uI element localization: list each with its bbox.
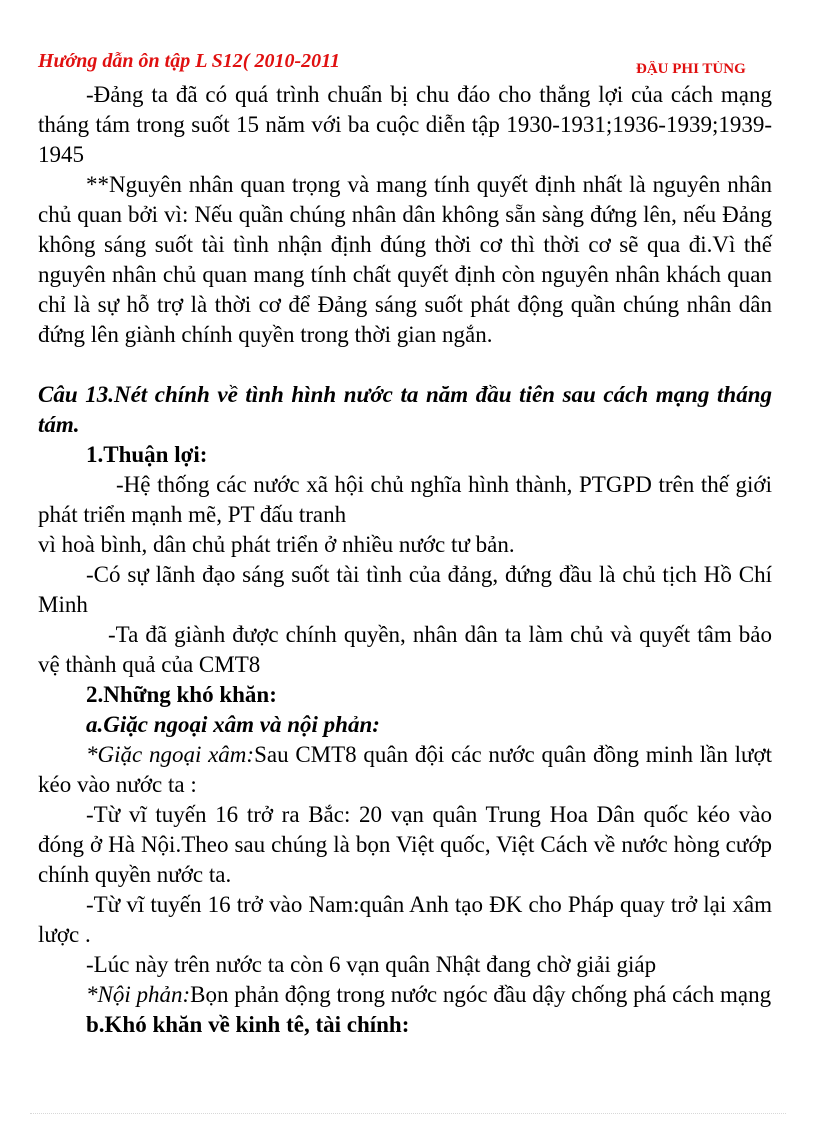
paragraph-foreign-invaders — [38, 740, 772, 800]
header-course-title: Hướng dẫn ôn tập L S12( 2010-2011 — [38, 50, 341, 72]
paragraph-preparation: -Đảng ta đã có quá trình chuẩn bị chu đáo cho thắng lợi của cách mạng tháng tám trong suốt 15 năm với ba cuộc diễn tập 1930-1931;1936-1939;1939-1945 — [38, 82, 772, 167]
page-bottom-divider — [30, 1113, 786, 1114]
label-foreign-invaders: *Giặc ngoại xâm: — [86, 742, 255, 767]
paragraph-socialist-system: -Hệ thống các nước xã hội chủ nghĩa hình thành, PTGPD trên thế giới phát triển mạnh mẽ, PT đấu tranh — [38, 472, 772, 527]
paragraph-south-16th-parallel: -Từ vĩ tuyến 16 trở vào Nam:quân Anh tạo ĐK cho Pháp quay trở lại xâm lược . — [38, 892, 772, 947]
heading-foreign-invaders: a.Giặc ngoại xâm và nội phản: — [86, 712, 380, 737]
paragraph-japanese-troops: -Lúc này trên nước ta còn 6 vạn quân Nhật đang chờ giải giáp — [86, 952, 657, 977]
paragraph-socialist-system-cont: vì hoà bình, dân chủ phát triển ở nhiều nước tư bản. — [38, 532, 515, 557]
paragraph-party-leadership: -Có sự lãnh đạo sáng suốt tài tình của đảng, đứng đầu là chủ tịch Hồ Chí Minh — [38, 562, 772, 617]
paragraph-gained-power: -Ta đã giành được chính quyền, nhân dân ta làm chủ và quyết tâm bảo vệ thành quả của CMT8 — [38, 622, 772, 677]
text-internal-reactionaries: Bọn phản động trong nước ngóc đầu dậy chống phá cách mạng — [190, 982, 772, 1007]
text-foreign-invaders: Sau CMT8 quân đội các nước quân đồng minh lần lượt kéo vào nước ta : — [38, 742, 773, 797]
heading-economic-difficulties: b.Khó khăn về kinh tê, tài chính: — [86, 1012, 410, 1037]
heading-difficulties: 2.Những khó khăn: — [86, 682, 277, 707]
paragraph-subjective-cause: **Nguyên nhân quan trọng và mang tính quyết định nhất là nguyên nhân chủ quan bởi vì: Nếu quần chúng nhân dân không sẵn sàng đứng lên, nếu Đảng không sáng suốt tài tình nhận định đúng thời cơ thì thời cơ sẽ qua đi.Vì thế nguyên nhân chủ quan mang tính chất quyết định còn nguyên nhân khách quan chỉ là sự hỗ trợ là thời cơ để Đảng sáng suốt phát động quần chúng nhân dân đứng lên giành chính quyền trong thời gian ngắn. — [38, 172, 772, 347]
heading-advantages: 1.Thuận lợi: — [86, 442, 208, 467]
label-internal-reactionaries: *Nội phản: — [86, 982, 191, 1007]
paragraph-north-16th-parallel: -Từ vĩ tuyến 16 trở ra Bắc: 20 vạn quân Trung Hoa Dân quốc kéo vào đóng ở Hà Nội.Theo sau chúng là bọn Việt quốc, Việt Cách về nước hòng cướp chính quyền nước ta. — [38, 802, 772, 887]
question-title: Câu 13.Nét chính về tình hình nước ta năm đầu tiên sau cách mạng tháng tám. — [38, 382, 772, 437]
document-body — [38, 80, 772, 1040]
spacer — [38, 350, 772, 380]
header-author: ĐẬU PHI TÙNG — [636, 61, 746, 75]
paragraph-internal-reactionaries — [38, 980, 772, 1010]
